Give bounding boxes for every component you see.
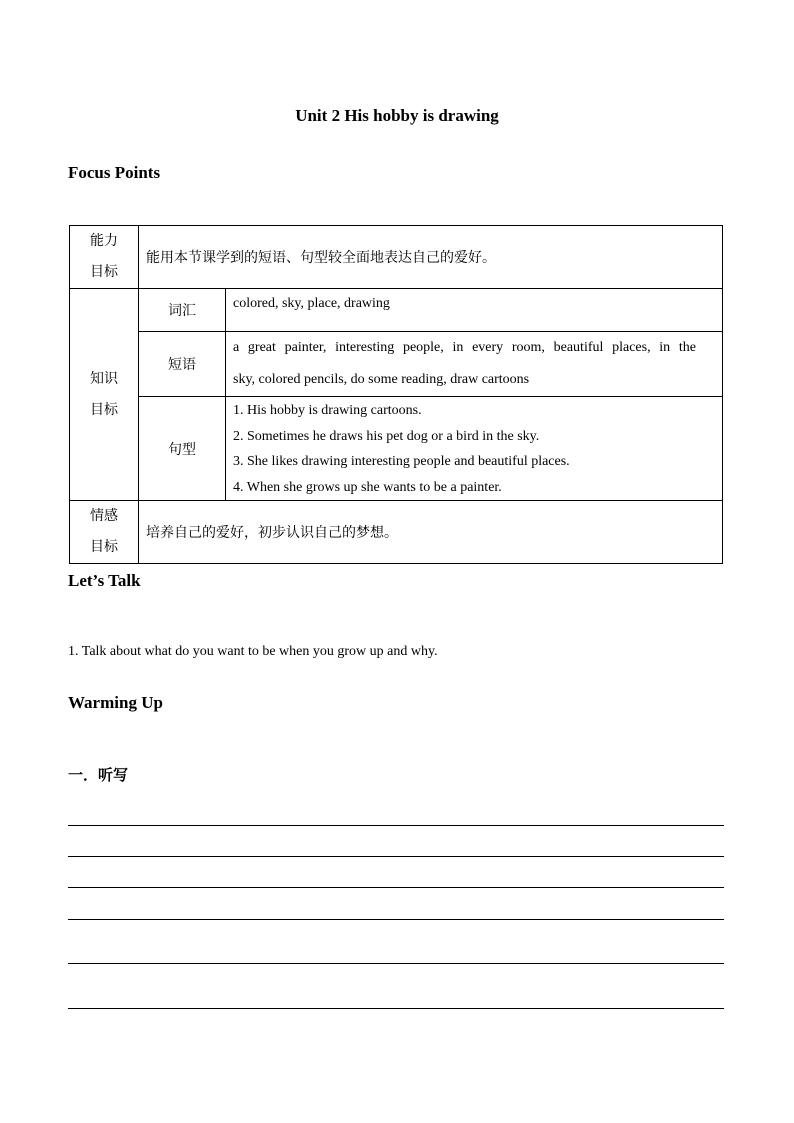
- sentences-label: 句型: [139, 397, 226, 501]
- dictation-heading: 一．听写: [68, 766, 129, 784]
- answer-line[interactable]: [68, 1008, 724, 1009]
- phrases-content: a great painter, interesting people, in every room, beautiful places, in the sky, colored pencils, do some reading, draw cartoons: [226, 332, 723, 397]
- ability-content: 能用本节课学到的短语、句型较全面地表达自己的爱好。: [139, 226, 723, 289]
- answer-line[interactable]: [68, 825, 724, 826]
- emotion-label: 情感 目标: [70, 501, 139, 564]
- vocab-label: 词汇: [139, 289, 226, 332]
- vocab-content: colored, sky, place, drawing: [226, 289, 723, 332]
- focus-points-heading: Focus Points: [68, 163, 161, 182]
- goals-table: [69, 225, 723, 564]
- ability-label: 能力 目标: [70, 226, 139, 289]
- emotion-row: [70, 501, 723, 564]
- sentences-row: [70, 397, 723, 501]
- answer-line[interactable]: [68, 919, 724, 920]
- emotion-content: 培养自己的爱好，初步认识自己的梦想。: [139, 501, 723, 564]
- phrases-row: [70, 332, 723, 397]
- answer-line[interactable]: [68, 963, 724, 964]
- ability-row: [70, 226, 723, 289]
- phrases-label: 短语: [139, 332, 226, 397]
- sentences-content: 1. His hobby is drawing cartoons. 2. Sometimes he draws his pet dog or a bird in the sky. 3. She likes drawing interesting people and beautiful places. 4. When she grows up she wants to be a painter.: [226, 397, 723, 501]
- answer-line[interactable]: [68, 887, 724, 888]
- vocab-row: [70, 289, 723, 332]
- page-title: Unit 2 His hobby is drawing: [295, 106, 499, 125]
- talk-item: 1. Talk about what do you want to be when you grow up and why.: [68, 644, 438, 659]
- answer-line[interactable]: [68, 856, 724, 857]
- lets-talk-heading: Let’s Talk: [68, 571, 141, 590]
- warming-up-heading: Warming Up: [68, 693, 163, 712]
- knowledge-label: 知识 目标: [70, 289, 139, 501]
